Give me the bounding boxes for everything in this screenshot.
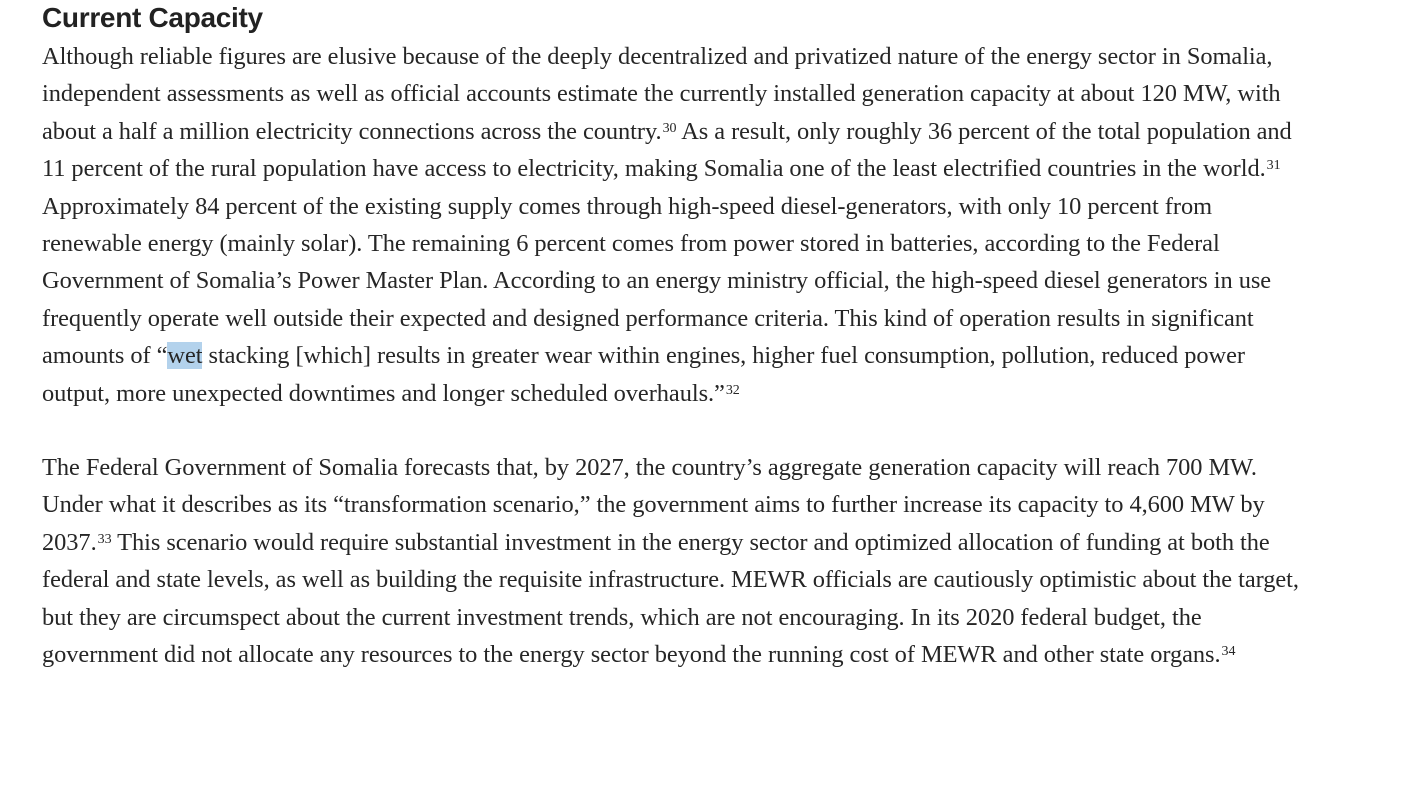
selected-text-highlight: wet — [167, 342, 203, 370]
footnote-32-link[interactable]: 32 — [725, 382, 740, 398]
footnote-31-link[interactable]: 31 — [1266, 158, 1281, 174]
footnote-33-link[interactable]: 33 — [97, 531, 112, 547]
paragraph-1-text-c: Approximately 84 percent of the existing supply comes through high-speed diesel-generators, with only 10 percent from renewable energy (mainly solar). The remaining 6 percent comes from power stored in batteries, according to the Federal Government of Somalia’s Power Master Plan. According to an energy ministry official, the high-speed diesel generators in use frequently operate well outside their expected and designed performance criteria. This kind of operation results in significant amounts of “ — [42, 192, 1272, 370]
paragraph-2 — [42, 449, 1302, 673]
paragraph-1-text-d: stacking [which] results in greater wear within engines, higher fuel consumption, pollution, reduced power output, more unexpected downtimes and longer scheduled overhauls.” — [42, 342, 1245, 407]
section-heading: Current Capacity — [42, 2, 263, 33]
paragraph-1-text-a: Although reliable figures are elusive because of the deeply decentralized and privatized nature of the energy sector in Somalia, independent assessments as well as official accounts estimate the currently installed generation capacity at about 120 MW, with about a half a million electricity connections across the country. — [42, 43, 1281, 145]
article-section — [42, 0, 1302, 674]
paragraph-1 — [42, 38, 1302, 412]
paragraph-1-text-b: As a result, only roughly 36 percent of the total population and 11 percent of the rural population have access to electricity, making Somalia one of the least electrified countries in the world. — [42, 117, 1292, 183]
paragraph-2-text-b: This scenario would require substantial investment in the energy sector and optimized allocation of funding at both the federal and state levels, as well as building the requisite infrastructure. MEWR officials are cautiously optimistic about the target, but they are circumspect about the current investment trends, which are not encouraging. In its 2020 federal budget, the government did not allocate any resources to the energy sector beyond the running cost of MEWR and other state organs. — [42, 528, 1299, 669]
footnote-30-link[interactable]: 30 — [662, 120, 677, 136]
footnote-34-link[interactable]: 34 — [1221, 643, 1236, 659]
paragraph-2-text-a: The Federal Government of Somalia forecasts that, by 2027, the country’s aggregate generation capacity will reach 700 MW. Under what it describes as its “transformation scenario,” the government aims to further increase its capacity to 4,600 MW by 2037. — [42, 454, 1265, 556]
